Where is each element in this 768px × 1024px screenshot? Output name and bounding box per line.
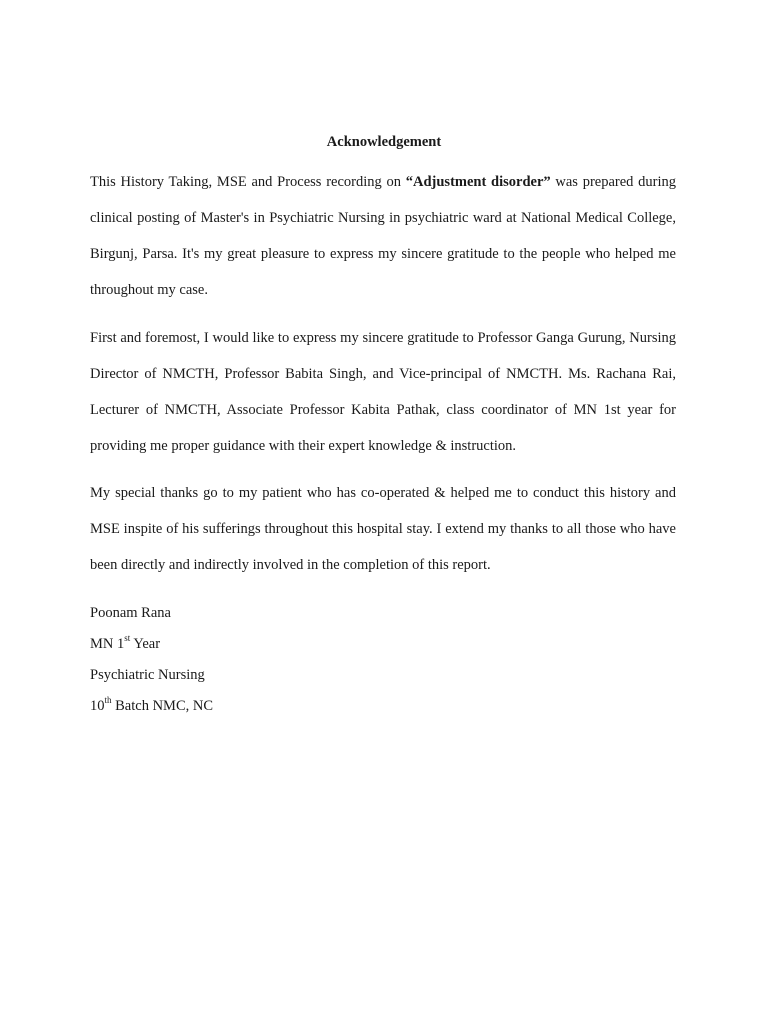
paragraph-special-thanks: My special thanks go to my patient who has co-operated & helped me to conduct this history and MSE inspite of his sufferings throughout this hospital stay. I extend my thanks to all those who have been directly and indirectly involved in the completion of this report. [90, 485, 676, 573]
signature-year [90, 634, 160, 654]
signature-batch-ordinal: th [104, 695, 112, 706]
signature-department: Psychiatric Nursing [90, 667, 205, 683]
page-title: Acknowledgement [326, 134, 442, 150]
paragraph-gratitude: First and foremost, I would like to express my sincere gratitude to Professor Ganga Gurung, Nursing Director of NMCTH, Professor Babita Singh, and Vice-principal of NMCTH. Ms. Rachana Rai, Lecturer of NMCTH, Associate Professor Kabita Pathak, class coordinator of MN 1st year for providing me proper guidance with their expert knowledge & instruction. [90, 330, 676, 454]
paragraph-intro-text-start: This History Taking, MSE and Process recording on [90, 174, 406, 190]
signature-year-suffix: Year [130, 636, 161, 652]
signature-batch-suffix: Batch NMC, NC [111, 698, 214, 714]
signature-batch-prefix: 10 [90, 698, 105, 714]
signature-year-ordinal: st [124, 633, 131, 644]
paragraph-intro [90, 164, 676, 308]
topic-emphasis: “Adjustment disorder” [405, 174, 551, 190]
signature-name: Poonam Rana [90, 605, 171, 621]
paragraph-intro-text-end: was prepared during clinical posting of Master's in Psychiatric Nursing in psychiatric ward at National Medical College, Birgunj, Parsa. It's my great pleasure to express my sincere gratitude to the people who helped me throughout my case. [90, 174, 677, 298]
signature-year-prefix: MN 1 [90, 636, 125, 652]
signature-batch [90, 696, 213, 716]
